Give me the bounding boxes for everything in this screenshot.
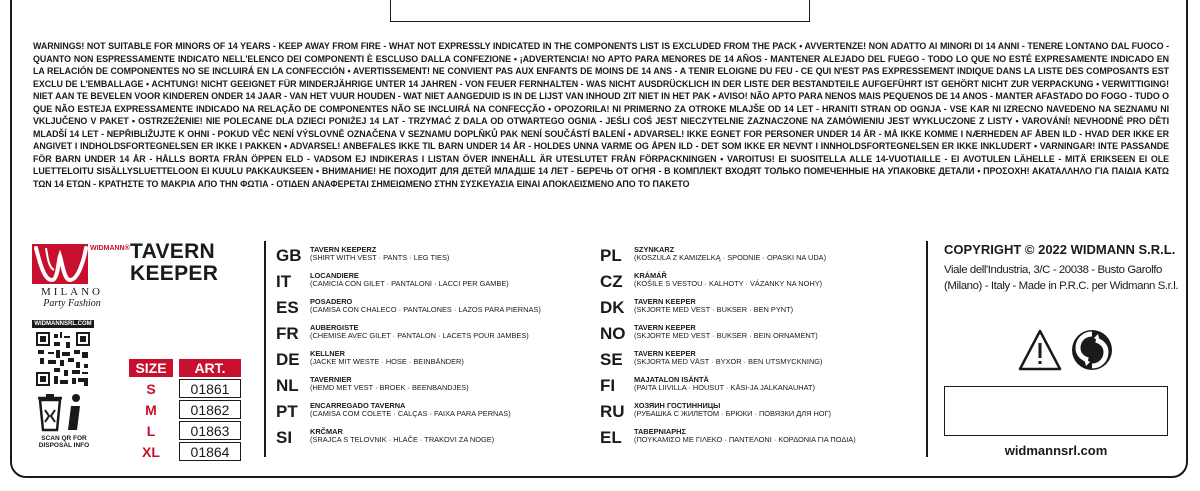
- blank-info-box: [944, 386, 1168, 436]
- lang-code: CZ: [600, 272, 623, 291]
- divider-right: [926, 241, 928, 457]
- art-cell: 01864: [179, 442, 241, 461]
- lang-code: IT: [276, 272, 292, 291]
- lang-code: RU: [600, 402, 625, 421]
- art-cell: 01863: [179, 421, 241, 440]
- lang-code: NL: [276, 376, 299, 395]
- lang-code: DE: [276, 350, 300, 369]
- widmann-logo-icon: [32, 240, 130, 284]
- disposal-caption-line1: SCAN QR FOR: [41, 435, 87, 442]
- lang-name: SZYNKARZ: [634, 245, 675, 254]
- lang-desc: (CHEMISE AVEC GILET · PANTALON · LACETS POUR JAMBES): [310, 331, 529, 340]
- lang-name: TAVERN KEEPER: [634, 323, 696, 332]
- lang-name: TAVERN KEEPER: [634, 349, 696, 358]
- compliance-icons: [1018, 328, 1118, 374]
- lang-code: SI: [276, 428, 293, 447]
- art-cell: 01861: [179, 379, 241, 398]
- lang-name: LOCANDIERE: [310, 271, 359, 280]
- logo-badge: WIDMANN®: [90, 245, 130, 252]
- lang-name: ENCARREGADO TAVERNA: [310, 401, 406, 410]
- size-cell: XL: [142, 443, 160, 460]
- art-header: ART.: [179, 359, 241, 377]
- brand-tagline: Party Fashion: [43, 298, 101, 309]
- lang-code: FR: [276, 324, 299, 343]
- lang-code: SE: [600, 350, 623, 369]
- lang-code: EL: [600, 428, 622, 447]
- lang-name: ХОЗЯИН ГОСТИННИЦЫ: [634, 401, 721, 410]
- size-cell: S: [146, 380, 156, 397]
- disposal-caption: [32, 435, 96, 449]
- table-row: [129, 379, 241, 398]
- copyright-line: COPYRIGHT © 2022 WIDMANN S.R.L.: [944, 242, 1176, 257]
- lang-desc: (CAMICIA CON GILET · PANTALONI · LACCI PER GAMBE): [310, 279, 509, 288]
- website-link[interactable]: widmannsrl.com: [1004, 443, 1108, 458]
- lang-code: NO: [600, 324, 626, 343]
- lang-name: KRÁMÁŘ: [634, 271, 667, 280]
- divider-left: [264, 241, 266, 457]
- lang-desc: (SKJORTA MED VÄST · BYXOR · BEN UTSMYCKNING): [634, 357, 823, 366]
- lang-code: GB: [276, 246, 302, 265]
- qr-url-label: WIDMANNSRL.COM: [32, 320, 94, 328]
- size-cell: L: [146, 422, 156, 439]
- lang-desc: (SHIRT WITH VEST · PANTS · LEG TIES): [310, 253, 450, 262]
- lang-name: TAVERNIER: [310, 375, 352, 384]
- lang-desc: (ΠΟΥΚΑΜΙΣΟ ΜΕ ΓΙΛΕΚΟ · ΠΑΝΤΕΛΟΝΙ · ΚΟΡΔΟΝΙΑ ΓΙΑ ΠΟΔΙΑ): [634, 435, 856, 444]
- size-cell: M: [145, 401, 157, 418]
- lang-code: ES: [276, 298, 299, 317]
- lang-name: TAVERN KEEPER: [634, 297, 696, 306]
- lang-desc: (CAMISA CON CHALECO · PANTALONES · LAZOS PARA PIERNAS): [310, 305, 541, 314]
- lang-desc: (HEMD MET VEST · BROEK · BEENBANDJES): [310, 383, 469, 392]
- lang-name: KELLNER: [310, 349, 345, 358]
- lang-desc: (РУБАШКА С ЖИЛЕТОМ · БРЮКИ · ПОВЯЗКИ ДЛЯ НОГ): [634, 409, 832, 418]
- product-title-line1: TAVERN: [130, 240, 216, 263]
- lang-name: MAJATALON ISÄNTÄ: [634, 375, 709, 384]
- product-title-line2: KEEPER: [130, 262, 219, 285]
- size-header: SIZE: [129, 359, 173, 377]
- lang-desc: (JACKE MIT WESTE · HOSE · BEINBÄNDER): [310, 357, 464, 366]
- lang-name: POSADERO: [310, 297, 353, 306]
- warnings-text: WARNINGS! NOT SUITABLE FOR MINORS OF 14 YEARS - KEEP AWAY FROM FIRE - WHAT NOT EXPRESSLY INDICATED IN THE COMPONENTS LIST IS EXCLUDED FROM THE PACK • AVVERTENZE! NON ADATTO AI MINORI DI 14 ANNI - TENERE LONTANO DAL FUOCO - QUANTO NON ESPRESSAMENTE INDICATO NELL'ELENCO DEI COMPONENTI È ESCLUSO DALLA CONFEZIONE • ¡ADVERTENCIA! NO APTO PARA MENORES DE 14 AÑOS - MANTENER ALEJADO DEL FUEGO - TODO LO QUE NO ESTÉ EXPRESAMENTE INDICADO EN LA RELACIÓN DE COMPONENTES NO SE INCLUIRÁ EN LA CONFECCIÓN • AVERTISSEMENT! NE CONVIENT PAS AUX ENFANTS DE MOINS DE 14 ANS - A TENIR ELOIGNE DU FEU - CE QUI N'EST PAS EXPRESSEMENT INDIQUE DANS LA LISTE DES COMPOSANTS EST EXCLU DE L'EMBALLAGE • ACHTUNG! NICHT GEEIGNET FÜR MINDERJÄHRIGE UNTER 14 JAHREN - VON FEUER FERNHALTEN - WAS NICHT AUSDRÜCKLICH IN DER LISTE DER BESTANDTEILE AUFGEFÜHRT IST GEHÖRT NICHT ZUR VERPACKUNG • VERWITTIGING! NIET AAN TE BEVELEN VOOR KINDEREN ONDER 14 JAAR - VAN HET VUUR HOUDEN - WAT NIET AANGEDUID IS IN DE LIJST VAN INHOUD ZIT NIET IN HET PAK • AVISO! NÃO APTO PARA NENOS MAIS PEQUENOS DE 14 ANOS - MANTER AFASTADO DO FOGO - TUDO O QUE NÃO ESTEJA EXPRESSAMENTE INDICADO NA RELAÇÃO DE COMPONENTES NÃO SE INCLUIRÁ NA CONFECÇÃO • OPOZORILA! NI PRIMERNO ZA OTROKE MLAJŠE OD 14 LET - HRANITI STRAN OD OGNJA - VSE KAR NI IZRECNO NAVEDENO NA SEZNAMU NI VKLJUČENO V PAKET • OSTRZEŻENIE! NIE POLECANE DLA DZIECI PONIŻEJ 14 LAT - TRZYMAĆ Z DALA OD OTWARTEGO OGNIA - JEŚLI COŚ JEST NIECZYTELNIE ZAZNACZONE NA ZAMÓWIENIU JEST WYKLUCZONE Z LISTY • VAROVÁNÍ! NEVHODNÉ PRO DĚTI MLADŠÍ 14 LET - NEPŘIBLIŽUJTE K OHNI - POKUD VĚC NENÍ VÝSLOVNĚ OZNAČENA V SEZNAMU DOPLŇKŮ PAK NENÍ SOUČÁSTÍ BALENÍ • ADVARSEL! IKKE EGNET FOR PERSONER UNDER 14 ÅR - MÅ IKKE KOMME I NÆRHEDEN AF ÅBEN ILD - HVAD DER IKKE ER ANGIVET I INDHOLDSFORTEGNELSEN ER IKKE I PAKKEN • ADVARSEL! ANBEFALES IKKE TIL BARN UNDER 14 ÅR - HOLDES UNNA VARME OG ÅPEN ILD - DET SOM IKKE ER NEVNT I INNHOLDSFORTEGNELSEN ER IKKE INKLUDERT • VARNINGAR! INTE PASSANDE FÖR BARN UNDER 14 ÅR - HÅLLS BORTA FRÅN ÖPPEN ELD - VADSOM EJ INDIKERAS I LISTAN ÖVER INNEHÅLL ÄR UTESLUTET FRÅN FÖRPACKNINGEN • VAROITUS! EI SUOSITELLA ALLE 14-VUOTIAILLE - EI AVOTULEN LÄHELLE - MITÄ ERIKSEEN EI OLE LUETTELOITU SISÄLLYSLUETTELOON EI KUULU PAKKAUKSEEN • ВНИМАНИЕ! НЕ ПОХОДИТ ДЛЯ ДЕТЕЙ МЛАДШЕ 14 ЛЕТ - БЕРЕЧЬ ОТ ОГНЯ - В КОМПЛЕКТ ВХОДЯТ ТОЛЬКО ПОМЕЧЕННЫЕ НА УПАКОВКЕ ДЕТАЛИ • ΠΡΟΣΟΧΗ! ΑΚΑΤΑΛΛΗΛΟ ΓΙΑ ΠΑΙΔΙΑ ΚΑΤΩ ΤΩΝ 14 ΕΤΩΝ - ΚΡΑΤΗΣΤΕ ΤΟ ΜΑΚΡΙΑ ΑΠΟ ΤΗΝ ΦΩΤΙΑ - ΟΤΙΔΕΝ ΑΝΑΦΕΡΕΤΑΙ ΣΗΜΕΙΩΜΕΝΟ ΣΤΗΝ ΣΥΣΚΕΥΑΣΙΑ ΕΙΝΑΙ ΑΠΟΚΛΕΙΣΜΕΝΟ ΑΠΟ ΤΟ ΠΑΚΕΤΟ: [33, 41, 1169, 190]
- disposal-caption-line2: DISPOSAL INFO: [38, 442, 90, 449]
- lang-name: KRČMAR: [310, 427, 343, 436]
- lang-desc: (SKJORTE MED VEST · BUKSER · BEIN ORNAMENT): [634, 331, 818, 340]
- table-row: [129, 442, 241, 461]
- product-title: [130, 241, 218, 285]
- top-window-box: [390, 0, 810, 22]
- lang-desc: (SRAJCA S TELOVNIK · HLAČE · TRAKOVI ZA NOGE): [310, 435, 495, 444]
- lang-name: AUBERGISTE: [310, 323, 359, 332]
- lang-name: TAVERN KEEPERZ: [310, 245, 377, 254]
- art-cell: 01862: [179, 400, 241, 419]
- warning-triangle-icon: [1020, 331, 1060, 369]
- recycle-bin-info-icon: [36, 390, 92, 432]
- lang-desc: (KOŠILE S VESTOU · KALHOTY · VÁZANKY NA NOHY): [634, 279, 823, 288]
- lang-desc: (SKJORTE MED VEST · BUKSER · BEN PYNT): [634, 305, 794, 314]
- qr-code-icon: [36, 332, 90, 386]
- lang-desc: (KOSZULA Z KAMIZELKĄ · SPODNIE · OPASKI NA UDA): [634, 253, 827, 262]
- lang-code: FI: [600, 376, 616, 395]
- lang-code: PL: [600, 246, 622, 265]
- lang-name: ΤΑΒΕΡΝΙΑΡΗΣ: [634, 427, 686, 436]
- company-address: Viale dell'Industria, 3/C - 20038 - Busto Garolfo (Milano) - Italy - Made in P.R.C. per Widmann S.r.l.: [944, 264, 1179, 292]
- green-dot-recycling-icon: [1072, 330, 1112, 370]
- table-row: [129, 400, 241, 419]
- brand-city: MILANO: [41, 286, 103, 298]
- lang-code: DK: [600, 298, 625, 317]
- lang-code: PT: [276, 402, 298, 421]
- table-row: [129, 421, 241, 440]
- size-article-table: [123, 357, 247, 463]
- lang-desc: (CAMISA COM COLETE · CALÇAS · FAIXA PARA PERNAS): [310, 409, 511, 418]
- lang-desc: (PAITA LIIVILLA · HOUSUT · KÄSI-JA JALKANAUHAT): [634, 383, 815, 392]
